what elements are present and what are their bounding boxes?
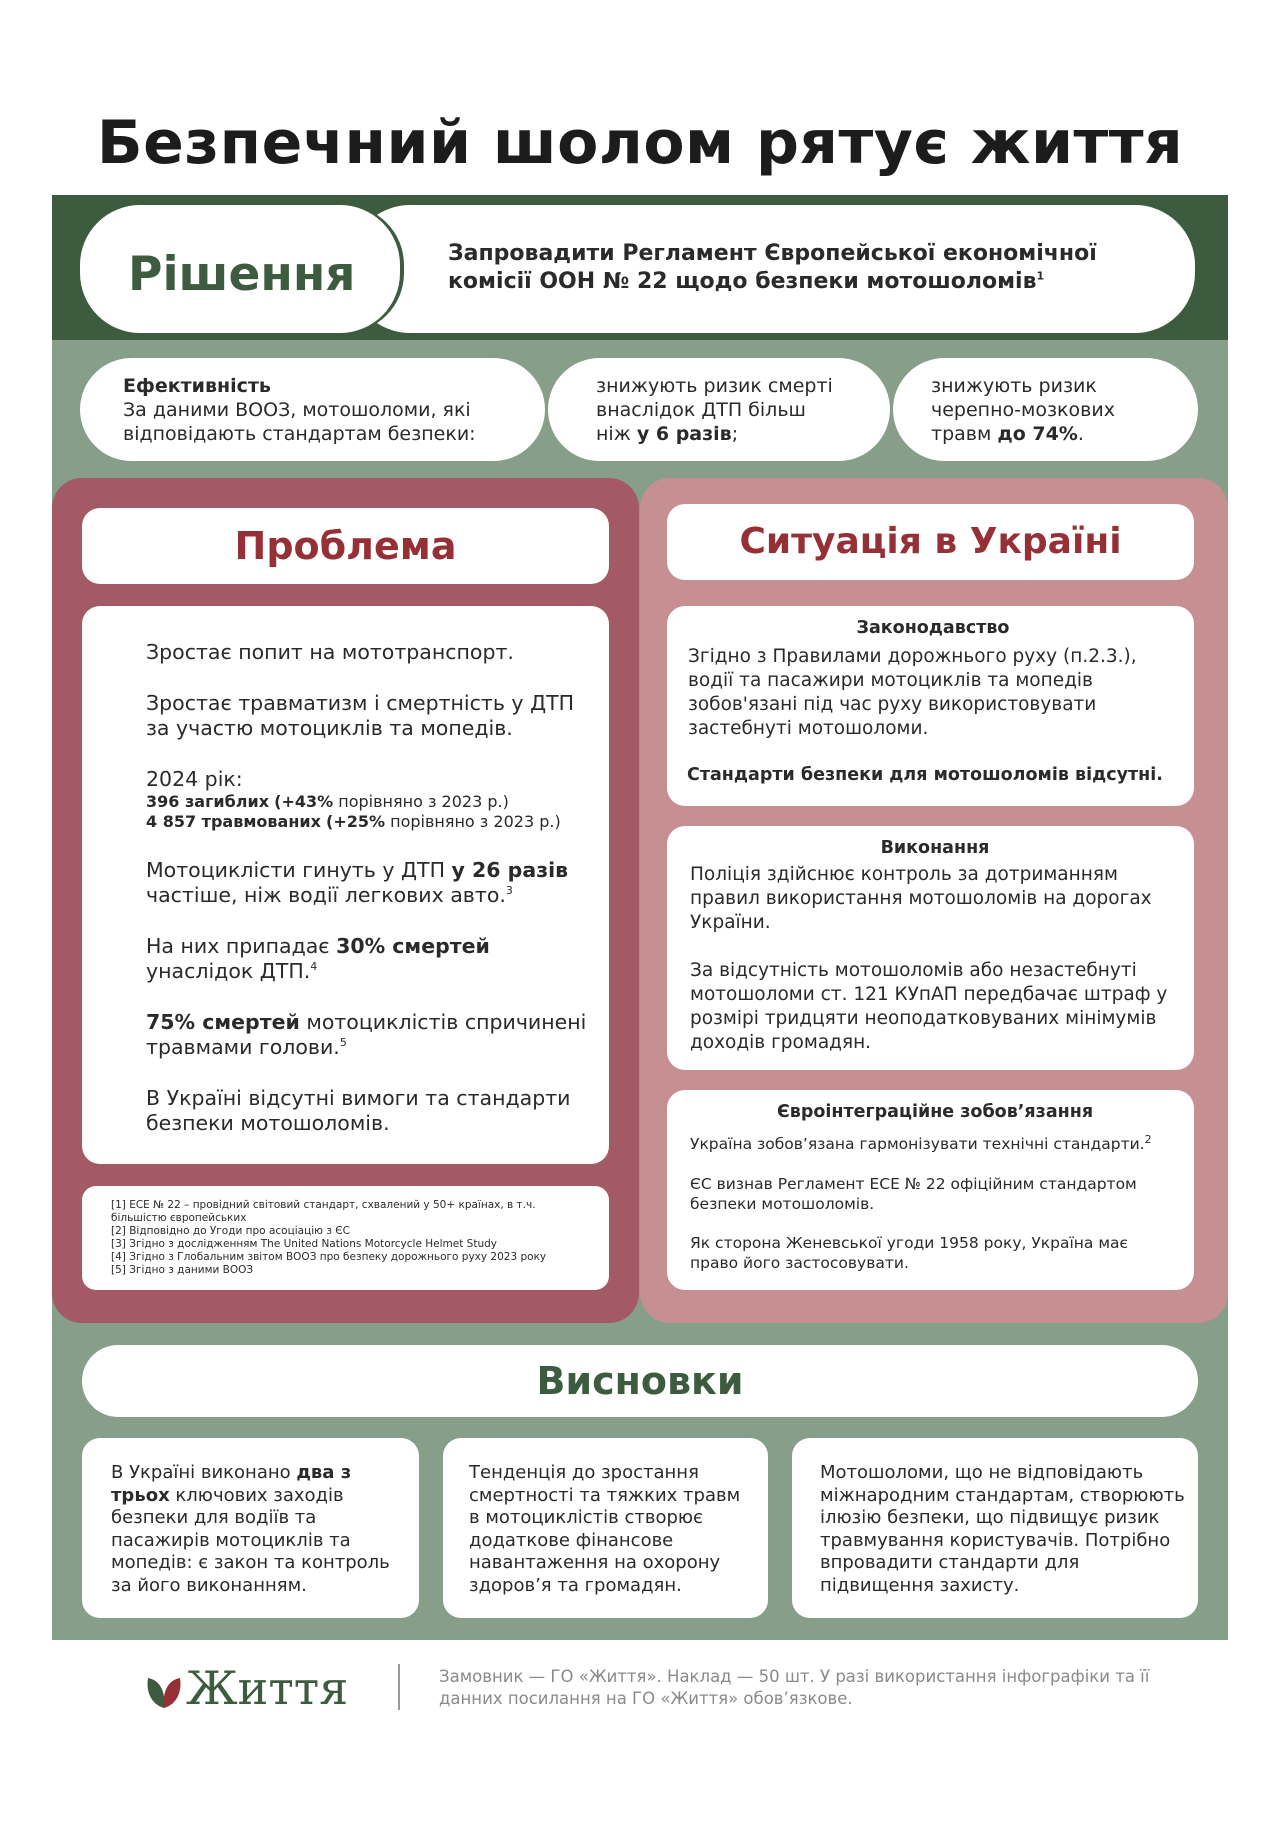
problem-heading-card	[82, 508, 609, 584]
stat-death-text: знижують ризик смерті внаслідок ДТП більш ніж у 6 разів;	[596, 375, 833, 445]
footnote-4: [4] Згідно з Глобальним звітом ВООЗ про безпеку дорожнього руху 2023 року	[111, 1251, 547, 1263]
problem-injury-growth: Зростає травматизм і смертність у ДТП за участю мотоциклів та мопедів.	[146, 691, 575, 740]
effectiveness-text	[123, 374, 523, 446]
euro-heading: Євроінтеграційне зобов’язання	[776, 1102, 1094, 1122]
year-label: 2024 рік:	[146, 767, 243, 791]
effectiveness-heading: Ефективність	[123, 375, 271, 397]
law-text: Згідно з Правилами дорожнього руху (п.2.3.), водії та пасажири мотоциклів та мопедів зобов'язані під час руху використовувати застебнуті мотошоломи.	[688, 646, 1137, 739]
ukraine-heading: Ситуація в Україні	[739, 521, 1122, 562]
stat-brain-text: знижують ризик черепно-мозкових травм до 74%.	[931, 375, 1115, 445]
ukraine-heading-card	[667, 504, 1194, 580]
conclusions-heading-card	[82, 1345, 1198, 1417]
enforcement-text-2: За відсутність мотошоломів або незастебнуті мотошоломи ст. 121 КУпАП передбачає штраф у розмірі тридцяти неоподатковуваних мінімумів доходів громадян.	[690, 960, 1168, 1053]
problem-26-times: Мотоциклісти гинуть у ДТП у 26 разів частіше, ніж водії легкових авто.$^3$	[146, 858, 569, 907]
euro-content	[690, 1102, 1180, 1273]
solution-text: Запровадити Регламент Європейської економічної комісії ООН № 22 щодо безпеки мотошоломів$^1$	[448, 241, 1097, 294]
law-heading: Законодавство	[856, 618, 1010, 638]
injured-line: 4 857 травмованих (+25% порівняно з 2023 р.)	[146, 812, 561, 831]
problem-stats-2024	[146, 767, 596, 832]
problem-no-standards: В Україні відсутні вимоги та стандарти безпеки мотошоломів.	[146, 1086, 571, 1135]
leaf-icon	[142, 1668, 186, 1712]
euro-text-1: Україна зобов’язана гармонізувати технічні стандарти.$^2$	[690, 1132, 1152, 1153]
footer-text: Замовник — ГО «Життя». Наклад — 50 шт. У разі використання інфографіки та її данних посилання на ГО «Життя» обов’язкове.	[439, 1667, 1150, 1708]
page-title: Безпечний шолом рятує життя	[96, 108, 1184, 178]
deaths-line: 396 загиблих (+43% порівняно з 2023 р.)	[146, 792, 509, 811]
conclusion-text-2: Тенденція до зростання смертності та тяжких травм в мотоциклістів створює додаткове фінансове навантаження на охорону здоров’я та громадян.	[469, 1462, 741, 1596]
footer-logo	[142, 1660, 382, 1716]
law-bold: Стандарти безпеки для мотошоломів відсутні.	[687, 765, 1163, 785]
euro-text-2: ЄС визнав Регламент ЕСЕ № 22 офіційним стандартом безпеки мотошоломів.	[690, 1175, 1137, 1213]
footnote-1: [1] ЕСЕ № 22 – провідний світовий стандарт, схвалений у 50+ країнах, в т.ч. більшістю європейських	[111, 1199, 536, 1224]
enforcement-heading: Виконання	[880, 838, 990, 858]
footnote-5: [5] Згідно з даними ВООЗ	[111, 1264, 254, 1276]
conclusions-heading: Висновки	[536, 1359, 744, 1403]
conclusion-text-3: Мотошоломи, що не відповідають міжнародним стандартам, створюють ілюзію безпеки, що підвищує ризик травмування користувачів. Потрібно впровадити стандарти для підвищення захисту.	[820, 1462, 1185, 1596]
enforcement-text-1: Поліція здійснює контроль за дотриманням правил використання мотошоломів на дорогах України.	[690, 864, 1152, 933]
enforcement-content	[690, 838, 1180, 1055]
footnote-3: [3] Згідно з дослідженням The United Nations Motorcycle Helmet Study	[111, 1238, 497, 1250]
euro-text-3: Як сторона Женевської угоди 1958 року, Україна має право його застосовувати.	[690, 1234, 1129, 1272]
conclusion-text-1: В Україні виконано два з трьох ключових заходів безпеки для водіїв та пасажирів мотоциклів та мопедів: є закон та контроль за його виконанням.	[111, 1462, 390, 1596]
effectiveness-intro: За даними ВООЗ, мотошоломи, які відповідають стандартам безпеки:	[123, 399, 476, 445]
footnotes	[111, 1199, 551, 1277]
problem-30-percent: На них припадає 30% смертей унаслідок ДТП.$^4$	[146, 934, 490, 983]
problem-demand: Зростає попит на мототранспорт.	[146, 640, 514, 664]
problem-75-percent: 75% смертей мотоциклістів спричинені травмами голови.$^5$	[146, 1010, 587, 1059]
footnote-2: [2] Відповідно до Угоди про асоціацію з ЄС	[111, 1225, 350, 1237]
problem-heading: Проблема	[234, 524, 457, 568]
solution-label: Рішення	[128, 247, 356, 302]
problem-text	[146, 640, 596, 1162]
logo-text: Життя	[186, 1661, 349, 1715]
law-content	[687, 618, 1179, 787]
footer-divider	[398, 1664, 400, 1710]
